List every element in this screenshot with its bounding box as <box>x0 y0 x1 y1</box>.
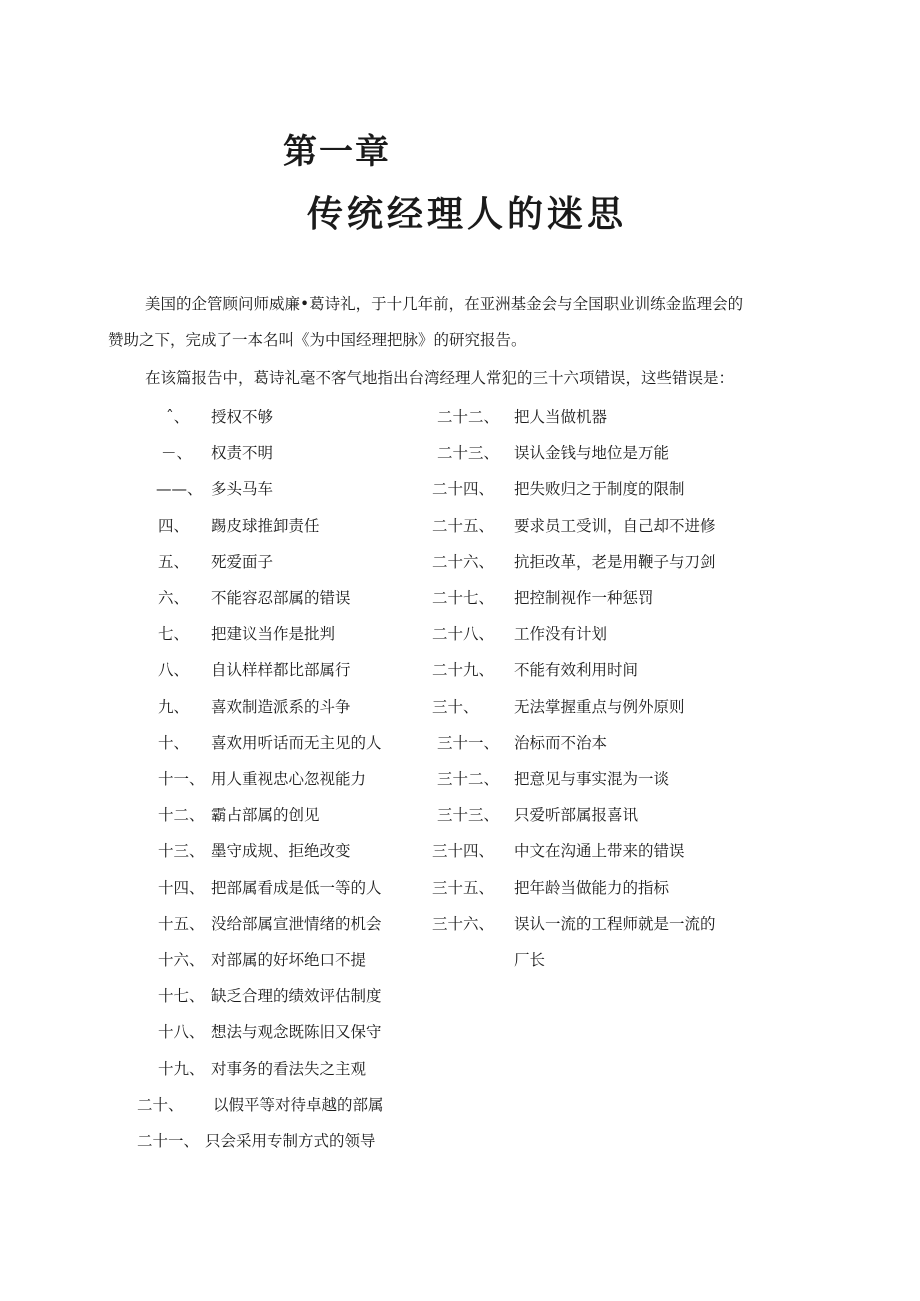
list-item-number: 十一、 <box>158 770 205 788</box>
list-item-number: 二十七、 <box>432 589 495 607</box>
list-item-text: 厂长 <box>514 951 546 969</box>
list-item-number: 三十五、 <box>432 878 495 897</box>
intro-paragraph-line-3: 在该篇报告中，葛诗礼毫不客气地指出台湾经理人常犯的三十六项错误，这些错误是： <box>145 369 735 387</box>
list-item-text: 把人当做机器 <box>514 408 608 426</box>
list-item-number: 七、 <box>158 625 190 644</box>
list-item-text: 对事务的看法失之主观 <box>211 1059 367 1078</box>
list-item-number: 二十八、 <box>432 625 495 644</box>
list-item-number: 十三、 <box>158 842 205 861</box>
intro-paragraph-line-1: 美国的企管顾问师威廉•葛诗礼，于十几年前，在亚洲基金会与全国职业训练金监理会的 <box>145 295 744 313</box>
list-item-number: 十二、 <box>158 806 205 825</box>
list-item-text: 把控制视作一种惩罚 <box>514 589 654 607</box>
chapter-heading: 第一章 <box>283 132 391 172</box>
list-item-text: 多头马车 <box>211 480 274 499</box>
list-item-number: 十八、 <box>158 1023 205 1042</box>
list-item-number: 二十六、 <box>432 552 495 571</box>
list-item-number: 三十一、 <box>437 733 500 752</box>
list-item-number: 二十一、 <box>137 1132 200 1150</box>
list-item-number: 三十二、 <box>437 770 500 788</box>
list-item-text: 不能有效利用时间 <box>514 661 639 680</box>
list-item-number: 三十六、 <box>432 914 495 933</box>
list-item-number: 二十五、 <box>432 516 495 535</box>
list-item-text: 把意见与事实混为一谈 <box>514 770 670 788</box>
list-item-number: ——、 <box>156 480 203 499</box>
list-item-text: 以假平等对待卓越的部属 <box>213 1095 384 1114</box>
list-item-text: 误认一流的工程师就是一流的 <box>514 914 716 933</box>
chapter-title: 传统经理人的迷思 <box>307 193 628 235</box>
list-item-number: 十六、 <box>158 951 205 969</box>
list-item-number: 六、 <box>158 589 190 607</box>
intro-paragraph-line-2: 赞助之下，完成了一本名叫《为中国经理把脉》的研究报告。 <box>108 331 527 349</box>
list-item-text: 自认样样都比部属行 <box>211 661 351 680</box>
list-item-text: 喜欢制造派系的斗争 <box>211 697 351 716</box>
list-item-number: 三十四、 <box>432 842 495 861</box>
list-item-text: 只爱听部属报喜讯 <box>514 806 639 825</box>
list-item-number: 十五、 <box>158 914 205 933</box>
list-item-text: 想法与观念既陈旧又保守 <box>211 1023 382 1042</box>
list-item-text: 霸占部属的创见 <box>211 806 320 825</box>
list-item-number: －、 <box>161 444 193 463</box>
list-item-number: 二十九、 <box>432 661 495 680</box>
list-item-number: 九、 <box>158 697 190 716</box>
list-item-number: 五、 <box>158 552 190 571</box>
list-item-text: 工作没有计划 <box>514 625 608 644</box>
list-item-number: 二十、 <box>137 1095 184 1114</box>
list-item-number: 二十二、 <box>437 408 500 426</box>
list-item-text: 对部属的好坏绝口不提 <box>211 951 367 969</box>
list-item-text: 没给部属宣泄情绪的机会 <box>211 914 382 933</box>
list-item-text: 无法掌握重点与例外原则 <box>514 697 685 716</box>
list-item-text: 误认金钱与地位是万能 <box>514 444 670 463</box>
list-item-text: 治标而不治本 <box>514 733 608 752</box>
list-item-text: 用人重视忠心忽视能力 <box>211 770 367 788</box>
list-item-text: 死爱面子 <box>211 552 274 571</box>
list-item-text: 把建议当作是批判 <box>211 625 336 644</box>
list-item-number: 十四、 <box>158 878 205 897</box>
list-item-number: 八、 <box>158 661 190 680</box>
list-item-text: 要求员工受训，自己却不进修 <box>514 516 716 535</box>
list-item-number: ˆ、 <box>166 408 190 426</box>
list-item-number: 十七、 <box>158 987 205 1006</box>
list-item-text: 不能容忍部属的错误 <box>211 589 351 607</box>
list-item-text: 抗拒改革，老是用鞭子与刀剑 <box>514 552 716 571</box>
list-item-number: 十、 <box>158 733 190 752</box>
list-item-number: 十九、 <box>158 1059 205 1078</box>
list-item-text: 权责不明 <box>211 444 274 463</box>
list-item-text: 中文在沟通上带来的错误 <box>514 842 685 861</box>
list-item-text: 把年龄当做能力的指标 <box>514 878 670 897</box>
list-item-text: 墨守成规、拒绝改变 <box>211 842 351 861</box>
list-item-number: 二十四、 <box>432 480 495 499</box>
list-item-text: 踢皮球推卸责任 <box>211 516 320 535</box>
list-item-text: 把失败归之于制度的限制 <box>514 480 685 499</box>
list-item-text: 授权不够 <box>211 408 274 426</box>
list-item-text: 缺乏合理的绩效评估制度 <box>211 987 382 1006</box>
list-item-number: 四、 <box>158 516 190 535</box>
list-item-text: 只会采用专制方式的领导 <box>205 1132 376 1150</box>
list-item-text: 喜欢用听话而无主见的人 <box>211 733 382 752</box>
list-item-number: 三十三、 <box>437 806 500 825</box>
list-item-text: 把部属看成是低一等的人 <box>211 878 382 897</box>
list-item-number: 二十三、 <box>437 444 500 463</box>
list-item-number: 三十、 <box>432 697 479 716</box>
